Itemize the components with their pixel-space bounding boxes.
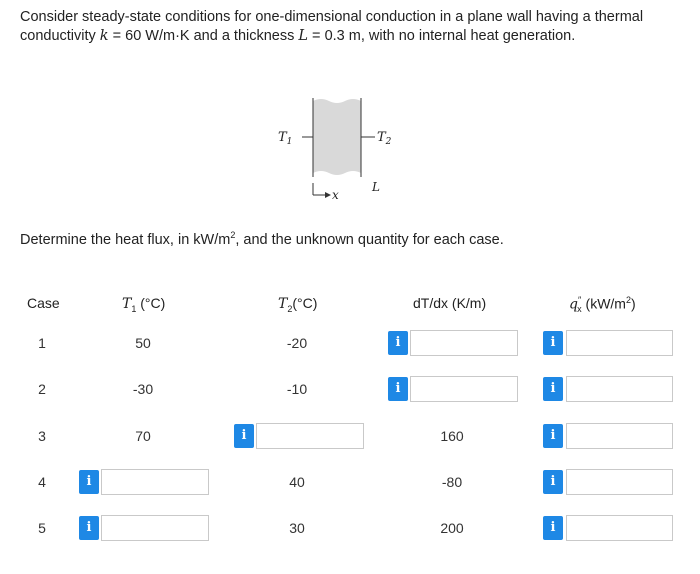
header-case: Case: [27, 295, 60, 311]
problem-line-2: conductivity k = 60 W/m·K and a thickness L = 0.3 m, with no internal heat generation.: [20, 28, 576, 44]
l-label: L: [372, 180, 380, 194]
case-3-dtdx: 160: [440, 428, 464, 444]
case-4-number: 4: [38, 474, 46, 490]
case-3-heat-flux-input[interactable]: [566, 423, 673, 449]
case-5-dtdx: 200: [440, 520, 464, 536]
case-1-dtdx-info-icon[interactable]: i: [388, 331, 408, 355]
case-1-t1: 50: [135, 335, 151, 351]
t2-label: $T_2$: [377, 130, 392, 147]
case-5-t2: 30: [289, 520, 305, 536]
case-5-t1-input[interactable]: [101, 515, 209, 541]
case-2-number: 2: [38, 381, 46, 397]
case-5-heat-flux-input[interactable]: [566, 515, 673, 541]
case-2-dtdx-input[interactable]: [410, 376, 518, 402]
header-heat-flux: $q''_x$ $(kW/m^2)$: [569, 295, 636, 315]
case-3-heat-flux-info-icon[interactable]: i: [543, 424, 563, 448]
case-5-heat-flux-info-icon[interactable]: i: [543, 516, 563, 540]
plane-wall-figure: [265, 95, 425, 205]
case-4-t1-input[interactable]: [101, 469, 209, 495]
l-value: 0.3 m, with no internal heat generation.: [324, 28, 576, 44]
k-symbol: k: [99, 28, 109, 44]
case-3-t2-info-icon[interactable]: i: [234, 424, 254, 448]
k-value: 60 W/m·K and a thickness: [125, 28, 299, 44]
case-2-dtdx-info-icon[interactable]: i: [388, 377, 408, 401]
header-t2: $T_2(^\circ C)$: [278, 295, 318, 314]
case-4-dtdx: -80: [441, 474, 463, 490]
case-3-t1: 70: [135, 428, 151, 444]
case-1-heat-flux-input[interactable]: [566, 330, 673, 356]
x-label: x: [332, 188, 339, 202]
case-3-t2-input[interactable]: [256, 423, 364, 449]
header-t1: $T_1$ (°C): [122, 295, 166, 314]
case-1-t2: -20: [286, 335, 308, 351]
case-4-t1-info-icon[interactable]: i: [79, 470, 99, 494]
case-5-number: 5: [38, 520, 46, 536]
case-5-t1-info-icon[interactable]: i: [79, 516, 99, 540]
case-3-number: 3: [38, 428, 46, 444]
case-2-heat-flux-info-icon[interactable]: i: [543, 377, 563, 401]
problem-line-1: Consider steady-state conditions for one-dimensional conduction in a plane wall having a thermal: [20, 9, 644, 25]
case-1-number: 1: [38, 335, 46, 351]
case-2-t2: -10: [286, 381, 308, 397]
case-4-t2: 40: [289, 474, 305, 490]
header-dtdx: dT/dx (K/m): [413, 295, 487, 311]
x-arrowhead: [325, 192, 331, 198]
t1-label: $T_1$: [278, 130, 293, 147]
case-4-heat-flux-info-icon[interactable]: i: [543, 470, 563, 494]
l-symbol: L: [298, 28, 309, 44]
case-1-dtdx-input[interactable]: [410, 330, 518, 356]
question-text: Determine the heat flux, in $kW/m^2$, and the unknown quantity for each case.: [20, 230, 504, 248]
problem-statement: [20, 8, 660, 46]
wall-shape: [313, 99, 361, 175]
case-1-heat-flux-info-icon[interactable]: i: [543, 331, 563, 355]
case-2-t1: -30: [132, 381, 154, 397]
case-2-heat-flux-input[interactable]: [566, 376, 673, 402]
case-4-heat-flux-input[interactable]: [566, 469, 673, 495]
